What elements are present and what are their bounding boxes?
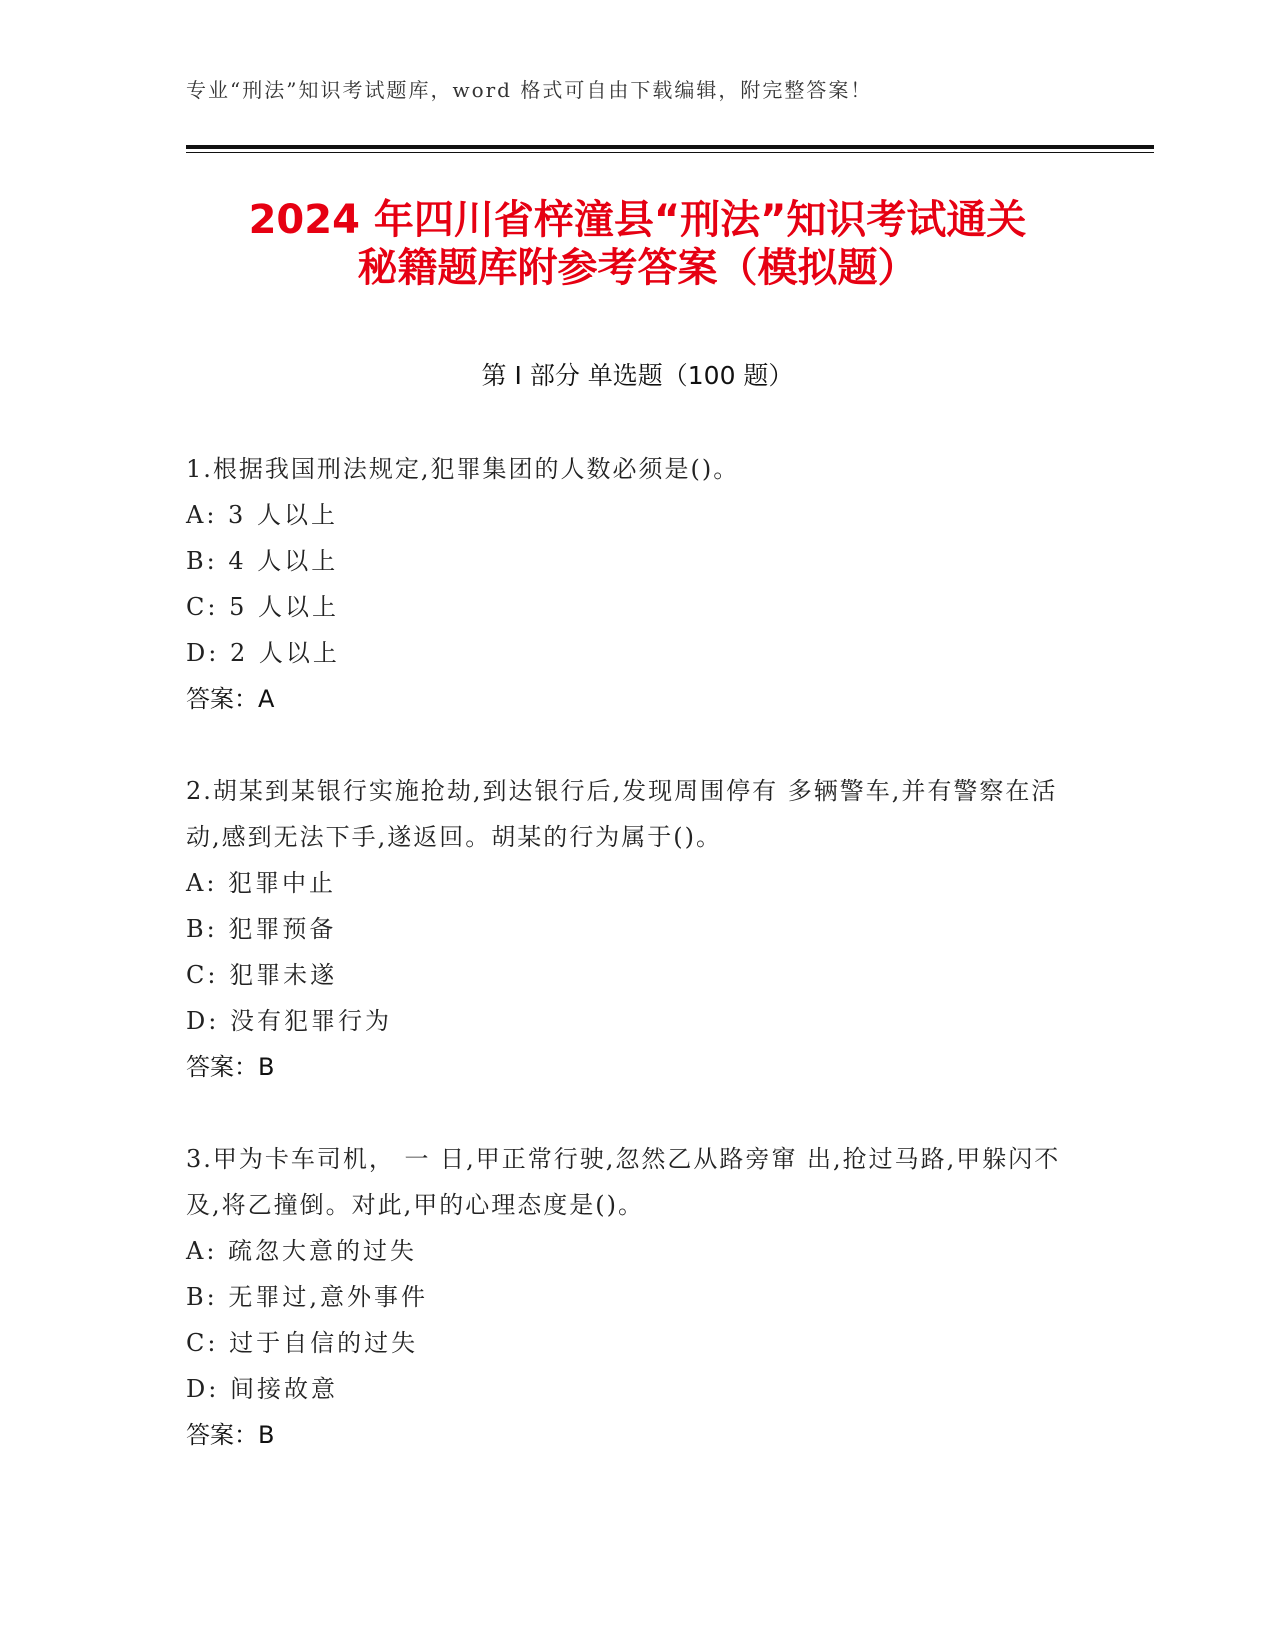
option-d: D: 没有犯罪行为: [186, 1007, 392, 1035]
option-a: A: 3 人以上: [186, 501, 338, 529]
question-3: [186, 1136, 1066, 1458]
answer: 答案：B: [186, 1053, 275, 1081]
question-stem: 1.根据我国刑法规定,犯罪集团的人数必须是()。: [186, 455, 740, 483]
option-a: A: 犯罪中止: [186, 869, 337, 897]
option-c: C: 过于自信的过失: [186, 1329, 419, 1357]
option-d: D: 间接故意: [186, 1375, 338, 1403]
question-stem: 3.甲为卡车司机， 一 日,甲正常行驶,忽然乙从路旁窜 出,抢过马路,甲躲闪不及,将乙撞倒。对此,甲的心理态度是()。: [186, 1145, 1061, 1219]
question-1: [186, 446, 1066, 722]
option-c: C: 5 人以上: [186, 593, 339, 621]
option-b: B: 4 人以上: [186, 547, 339, 575]
answer: 答案：A: [186, 685, 275, 713]
question-2: [186, 768, 1066, 1090]
header-divider-thin: [186, 152, 1154, 153]
section-title: 第 I 部分 单选题（100 题）: [481, 361, 794, 390]
answer: 答案：B: [186, 1421, 275, 1449]
header-note: 专业“刑法”知识考试题库，word 格式可自由下载编辑，附完整答案！: [186, 78, 873, 102]
header-divider-thick: [186, 145, 1154, 149]
option-b: B: 犯罪预备: [186, 915, 337, 943]
option-a: A: 疏忽大意的过失: [186, 1237, 418, 1265]
question-stem: 2.胡某到某银行实施抢劫,到达银行后,发现周围停有 多辆警车,并有警察在活动,感到无法下手,遂返回。胡某的行为属于()。: [186, 777, 1058, 851]
option-d: D: 2 人以上: [186, 639, 340, 667]
option-c: C: 犯罪未遂: [186, 961, 338, 989]
question-list: [186, 446, 1066, 1504]
document-title-line-2: 秘籍题库附参考答案（模拟题）: [357, 245, 918, 291]
document-title-line-1: 2024 年四川省梓潼县“刑法”知识考试通关: [248, 197, 1027, 243]
option-b: B: 无罪过,意外事件: [186, 1283, 428, 1311]
document-title: [186, 196, 1089, 292]
